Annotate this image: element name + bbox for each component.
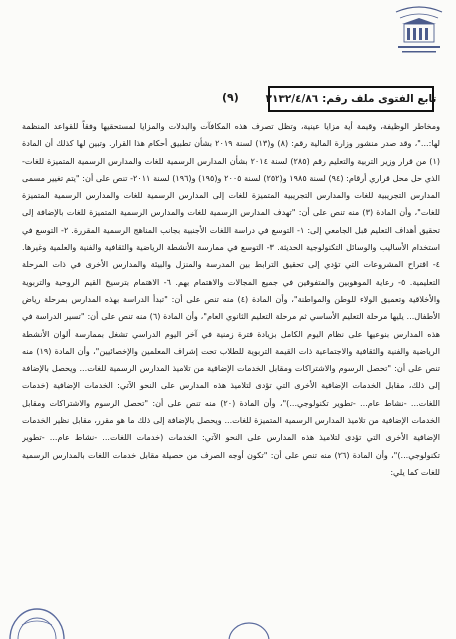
file-label: تابع الفتوى ملف رقم: (322, 93, 437, 105)
file-number-box (265, 86, 437, 112)
page-number: (٩) (222, 91, 239, 104)
body-text (22, 118, 440, 609)
stamp-seal (8, 605, 66, 639)
ministry-logo (390, 6, 448, 58)
partial-stamp (226, 617, 272, 639)
file-number: ٢١٣٢/٤/٨٦ (265, 93, 319, 105)
paragraph: ومخاطر الوظيفة، وقيمة أية مزايا عينية، وتظل تصرف هذه المكافآت والبدلات والمزايا لمستحقيها وفقاً للقواعد المنظمة لها:..."، وقد صدر منشور وزارة المالية رقم: (٨) و(١٣) لسنة ٢٠١٩ بشأن تطبيق أحكام هذا القرار. وتبين لها كذلك أن المادة (١) من قرار وزير التربية والتعليم رقم (٢٨٥) لسنة ٢٠١٤ بشأن المدارس الرسمية للغات والمدارس الرسمية المتميزة للغات- الذي حل محل قراري أرقام: (٩٤) لسنة ١٩٨٥ و(٢٥٢) لسنة ٢٠٠٥ و(١٩٥) و(١٩٦) لسنة ٢٠١١- تنص على أن: "يتم تغيير مسمى المدارس التجريبية للغات والمدارس التجريبية المتميزة للغات إلى المدارس الرسمية للغات والمدارس الرسمية المتميزة للغات"، وأن المادة (٣) منه تنص على أن: "تهدف المدارس الرسمية للغات والمدارس الرسمية المتميزة للغات بالإضافة إلى تحقيق أهداف التعليم قبل الجامعي إلى: ١- التوسع في دراسة اللغات الأجنبية بجانب المناهج الرسمية المقررة. ٢- التوسع في استخدام الأساليب والوسائل التكنولوجية الحديثة. ٣- التوسع في ممارسة الأنشطة الرياضية والثقافية والفنية والعلمية وغيرها. ٤- اقتراح المشروعات التي تؤدي إلى تحقيق الترابط بين المدرسة والمنزل والبيئة والمدارس الأخرى في ذات المرحلة التعليمية. ٥- رعاية الموهوبين والمتفوقين في جميع المجالات والاهتمام بهم. ٦- الاهتمام بترسيخ القيم الروحية والتربوية والأخلاقية وتعميق الولاء للوطن والمواطنة"، وأن المادة (٤) منه تنص على أن: "تبدأ الدراسة بهذه المدارس بمرحلة رياض الأطفال... يليها مرحلة التعليم الأساسي ثم مرحلة التعليم الثانوي العام"، وأن المادة (٦) منه تنص على أن: "تسير الدراسة في هذه المدارس بنوعيها على نظام اليوم الكامل بزيادة فترة زمنية في آخر اليوم الدراسي تشغل بممارسة ألوان الأنشطة الرياضية والفنية والثقافية والاجتماعية ذات القيمة التربوية للطلاب تحت إشراف المعلمين والإخصائيين"، وأن المادة (١٩) منه تنص على أن: "تحصل الرسوم والاشتراكات ومقابل الخدمات الإضافية من تلاميذ المدارس الرسمية للغات... ويحصل بالإضافة إلى ذلك، مقابل الخدمات الإضافية الأخرى التي تؤدى لتلاميذ هذه المدارس على النحو الآتي: الخدمات الإضافية (خدمات اللغات... -نشاط عام... -تطوير تكنولوجي...)"، وأن المادة (٢٠) منه تنص على أن: "تحصل الرسوم والاشتراكات ومقابل الخدمات الإضافية من تلاميذ المدارس الرسمية المتميزة للغات... ويحصل بالإضافة إلى ذلك ما هو مقرر، مقابل نظير الخدمات الإضافية الأخرى التي تؤدى لتلاميذ هذه المدارس على النحو الآتي: الخدمات (خدمات اللغات... -نشاط عام... -تطوير تكنولوجي...)"، وأن المادة (٢٦) منه تنص على أن: "تكون أوجه الصرف من حصيلة مقابل خدمات اللغات بالمدارس الرسمية للغات كما يلي: (22, 121, 440, 477)
